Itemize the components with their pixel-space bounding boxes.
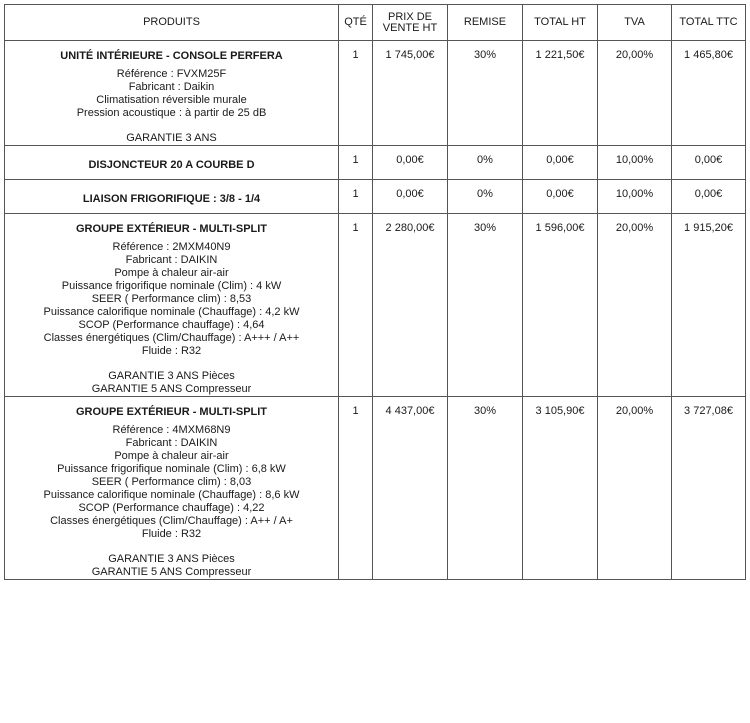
cell-total-ttc: 3 727,08€ [672, 397, 746, 580]
cell-remise: 0% [448, 180, 523, 214]
product-cell [5, 146, 339, 180]
product-cell [5, 41, 339, 146]
header-produits: PRODUITS [5, 5, 339, 41]
cell-qte: 1 [339, 41, 373, 146]
product-detail: Classes énergétiques (Clim/Chauffage) : A+++ / A++ [43, 332, 300, 344]
product-detail: Pompe à chaleur air-air [114, 450, 229, 462]
cell-total-ht: 0,00€ [523, 146, 598, 180]
product-guarantee: GARANTIE 3 ANS [126, 132, 217, 144]
cell-total-ttc: 1 915,20€ [672, 214, 746, 397]
cell-total-ht: 1 596,00€ [523, 214, 598, 397]
product-detail: Référence : 4MXM68N9 [112, 424, 231, 436]
cell-tva: 20,00% [598, 214, 672, 397]
cell-prix: 2 280,00€ [373, 214, 448, 397]
cell-total-ttc: 1 465,80€ [672, 41, 746, 146]
product-cell [5, 397, 339, 580]
product-detail: Puissance frigorifique nominale (Clim) : 6,8 kW [57, 463, 286, 475]
cell-total-ttc: 0,00€ [672, 180, 746, 214]
header-prix-vente-ht [373, 5, 448, 41]
table-row [5, 214, 746, 397]
product-detail: Référence : 2MXM40N9 [112, 241, 231, 253]
header-remise: REMISE [448, 5, 523, 41]
cell-tva: 10,00% [598, 180, 672, 214]
cell-qte: 1 [339, 146, 373, 180]
product-detail: Fabricant : DAIKIN [125, 437, 218, 449]
product-detail: Pompe à chaleur air-air [114, 267, 229, 279]
cell-remise: 30% [448, 397, 523, 580]
table-row [5, 146, 746, 180]
cell-qte: 1 [339, 180, 373, 214]
product-detail: SEER ( Performance clim) : 8,03 [91, 476, 252, 488]
header-qte: QTÉ [339, 5, 373, 41]
table-row [5, 41, 746, 146]
cell-tva: 20,00% [598, 397, 672, 580]
product-detail: Référence : FVXM25F [116, 68, 227, 80]
header-prix-line1: PRIX DE [387, 10, 432, 23]
product-detail: Pression acoustique : à partir de 25 dB [76, 107, 267, 119]
product-title: UNITÉ INTÉRIEURE - CONSOLE PERFERA [60, 50, 283, 62]
cell-qte: 1 [339, 214, 373, 397]
product-detail: Puissance frigorifique nominale (Clim) : 4 kW [61, 280, 282, 292]
product-cell [5, 180, 339, 214]
product-guarantee: GARANTIE 3 ANS Pièces [108, 553, 235, 565]
product-guarantee: GARANTIE 3 ANS Pièces [108, 370, 235, 382]
product-title: GROUPE EXTÉRIEUR - MULTI-SPLIT [75, 223, 268, 235]
product-detail: SEER ( Performance clim) : 8,53 [91, 293, 252, 305]
product-detail: Puissance calorifique nominale (Chauffage) : 4,2 kW [43, 306, 300, 318]
product-detail: Fluide : R32 [141, 345, 202, 357]
product-detail: Fabricant : DAIKIN [125, 254, 218, 266]
product-detail: SCOP (Performance chauffage) : 4,64 [78, 319, 265, 331]
cell-prix: 1 745,00€ [373, 41, 448, 146]
table-body [5, 41, 746, 580]
product-guarantee: GARANTIE 5 ANS Compresseur [91, 383, 252, 395]
cell-total-ht: 0,00€ [523, 180, 598, 214]
cell-remise: 30% [448, 41, 523, 146]
header-tva: TVA [598, 5, 672, 41]
product-cell [5, 214, 339, 397]
cell-prix: 4 437,00€ [373, 397, 448, 580]
cell-tva: 10,00% [598, 146, 672, 180]
cell-remise: 0% [448, 146, 523, 180]
product-detail: Fluide : R32 [141, 528, 202, 540]
quote-table [4, 4, 746, 580]
product-detail: Puissance calorifique nominale (Chauffage) : 8,6 kW [43, 489, 300, 501]
cell-qte: 1 [339, 397, 373, 580]
cell-prix: 0,00€ [373, 146, 448, 180]
table-header-row [5, 5, 746, 41]
cell-total-ht: 3 105,90€ [523, 397, 598, 580]
product-detail: Fabricant : Daikin [128, 81, 215, 93]
product-detail: Climatisation réversible murale [96, 94, 247, 106]
header-total-ttc: TOTAL TTC [672, 5, 746, 41]
cell-total-ht: 1 221,50€ [523, 41, 598, 146]
header-prix-line2: VENTE HT [382, 21, 438, 34]
cell-tva: 20,00% [598, 41, 672, 146]
table-row [5, 397, 746, 580]
product-detail: Classes énergétiques (Clim/Chauffage) : A++ / A+ [50, 515, 293, 527]
cell-remise: 30% [448, 214, 523, 397]
product-title: LIAISON FRIGORIFIQUE : 3/8 - 1/4 [82, 193, 261, 205]
product-title: DISJONCTEUR 20 A COURBE D [88, 159, 255, 171]
product-guarantee: GARANTIE 5 ANS Compresseur [91, 566, 252, 578]
product-title: GROUPE EXTÉRIEUR - MULTI-SPLIT [75, 406, 268, 418]
spacer [9, 120, 334, 132]
spacer [9, 541, 334, 553]
table-row [5, 180, 746, 214]
cell-total-ttc: 0,00€ [672, 146, 746, 180]
product-detail: SCOP (Performance chauffage) : 4,22 [78, 502, 265, 514]
header-total-ht: TOTAL HT [523, 5, 598, 41]
spacer [9, 358, 334, 370]
cell-prix: 0,00€ [373, 180, 448, 214]
